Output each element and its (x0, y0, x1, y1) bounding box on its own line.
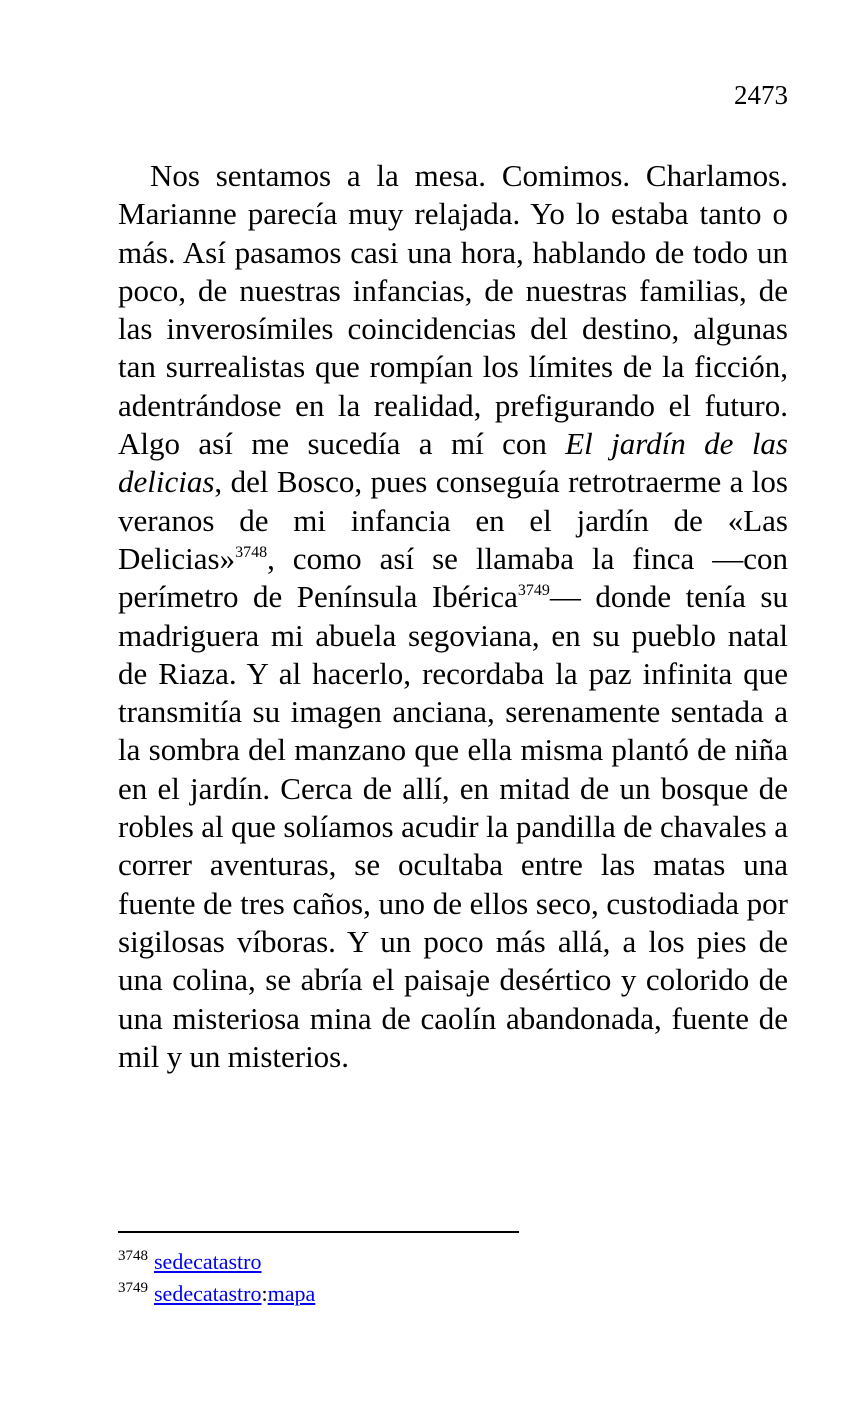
footnote-number: 3749 (118, 1280, 148, 1296)
footnote-separator (118, 1231, 519, 1233)
footnote-3749 (118, 1278, 798, 1310)
artwork-title: El jardín de las delicias (118, 426, 789, 500)
paragraph-text-2: , del Bosco, pues conseguía retrotraerme a los veranos de mi infancia en el jardín de «Las Delicias» (118, 464, 788, 576)
footnote-separator-colon: : (261, 1281, 268, 1306)
page-number: 2473 (734, 80, 788, 110)
footnote-ref-3748[interactable]: 3748 (235, 543, 268, 561)
footnote-link-sedecatastro[interactable]: sedecatastro (154, 1281, 262, 1306)
footnote-3748 (118, 1246, 798, 1278)
paragraph-text-4: — donde tenía su madriguera mi abuela segoviana, en su pueblo natal de Riaza. Y al hacerlo, recordaba la paz infinita que transmitía su imagen anciana, serenamente sentada a la sombra del manzano que ella misma plantó de niña en el jardín. Cerca de allí, en mitad de un bosque de robles al que solíamos acudir la pandilla de chavales a correr aventuras, se ocultaba entre las matas una fuente de tres caños, uno de ellos seco, custodiada por sigilosas víboras. Y un poco más allá, a los pies de una colina, se abría el paisaje desértico y colorido de una misteriosa mina de caolín abandonada, fuente de mil y un misterios. (118, 579, 788, 1074)
paragraph-text-1: Nos sentamos a la mesa. Comimos. Charlamos. Marianne parecía muy relajada. Yo lo estaba tanto o más. Así pasamos casi una hora, hablando de todo un poco, de nuestras infancias, de nuestras familias, de las inverosímiles coincidencias del destino, algunas tan surrealistas que rompían los límites de la ficción, adentrándose en la realidad, prefigurando el futuro. Algo así me sucedía a mí con (118, 158, 788, 462)
footnote-number: 3748 (118, 1248, 148, 1264)
footnotes (118, 1246, 798, 1310)
footnote-link-sedecatastro[interactable]: sedecatastro (154, 1249, 262, 1274)
footnote-link-mapa[interactable]: mapa (267, 1281, 316, 1306)
paragraph-text-3: , como así se llamaba la finca —con perímetro de Península Ibérica (118, 540, 788, 615)
footnote-ref-3749[interactable]: 3749 (517, 582, 550, 600)
body-paragraph (118, 157, 788, 1076)
